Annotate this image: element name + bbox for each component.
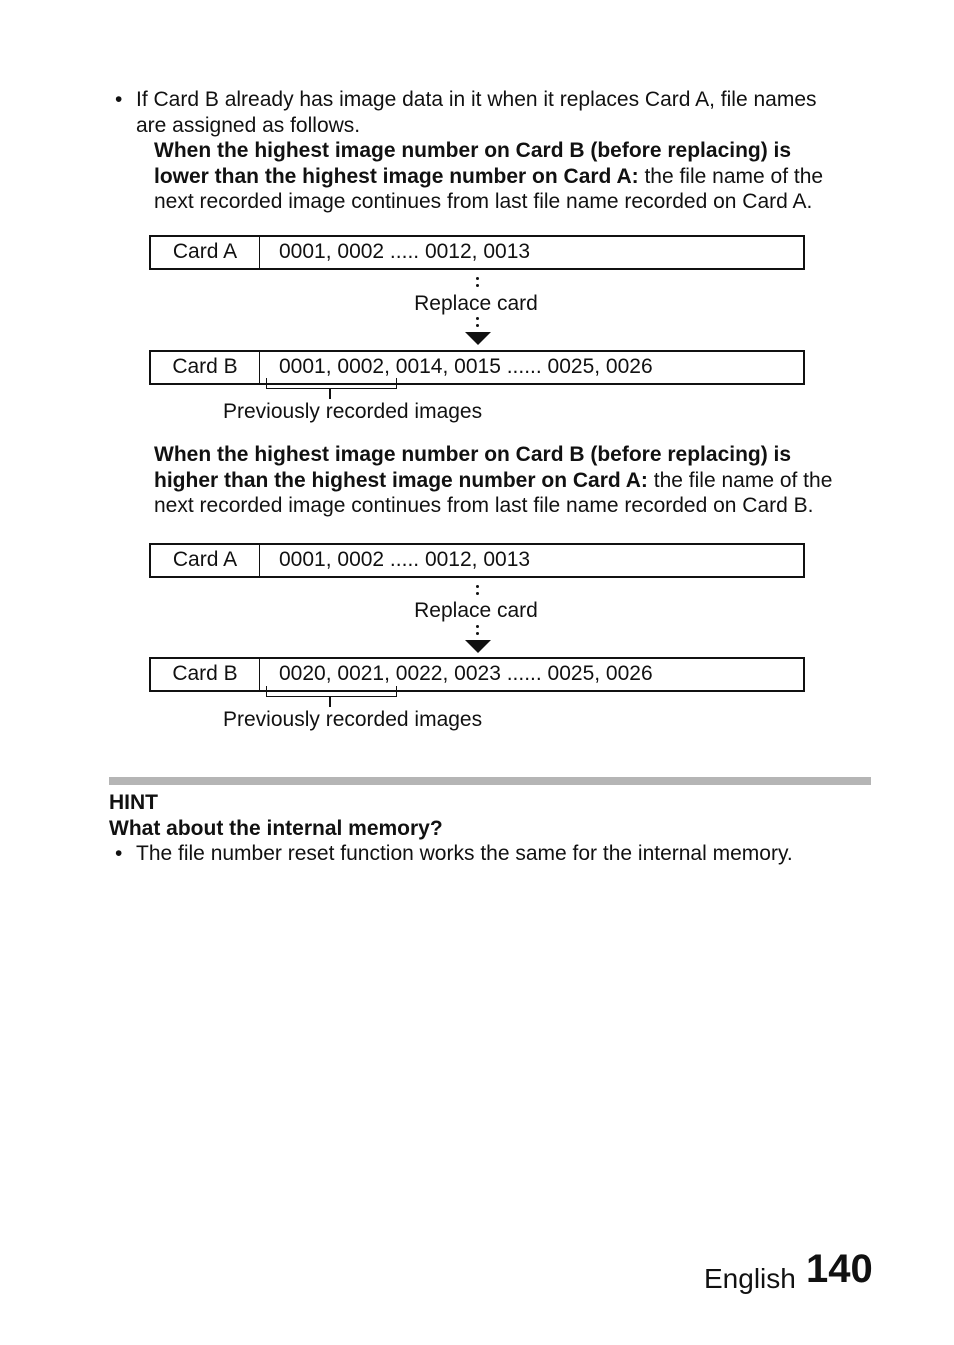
intro-bullet-item [109,87,889,138]
case1-card-a-label: Card A [151,237,260,268]
case1-card-b-value: 0001, 0002, 0014, 0015 ...... 0025, 0026 [279,355,653,378]
case2-card-b-value: 0020, 0021, 0022, 0023 ...... 0025, 0026 [279,662,653,685]
case2-replace-label: Replace card [414,599,538,622]
case1-replace-label: Replace card [414,292,538,315]
case1-heading-line2: lower than the highest image number on Card A: [154,164,639,188]
intro-text-line2: are assigned as follows. [136,113,361,137]
hint-section [109,790,889,867]
case1-bracket-stem-icon [329,389,331,399]
case1-bracket-label: Previously recorded images [223,400,483,423]
bullet-icon: • [115,842,123,865]
dotted-connector-icon [476,317,480,329]
case2-card-b-row [149,657,805,692]
hint-answer: The file number reset function works the same for the internal memory. [136,842,793,865]
case1-card-a-row [149,235,805,270]
arrow-down-icon [465,332,491,345]
intro-text-line1: If Card B already has image data in it when it replaces Card A, file names [136,88,817,111]
case1-card-b-label: Card B [151,352,260,383]
case2-card-a-value: 0001, 0002 ..... 0012, 0013 [279,548,531,571]
case1-heading-line2-rest: the file name of the [638,164,824,188]
hint-question: What about the internal memory? [109,816,443,840]
case2-heading-line2-rest: the file name of the [647,468,833,492]
case1-card-b-row [149,350,805,385]
dotted-connector-icon [476,625,480,637]
footer-language: English [704,1263,796,1294]
case2-description [154,442,894,519]
case2-heading-line1: When the highest image number on Card B (before replacing) is [154,443,792,466]
case2-bracket-label: Previously recorded images [223,708,483,731]
hint-bullet-item [109,841,889,867]
dotted-connector-icon [476,585,480,597]
arrow-down-icon [465,640,491,653]
case1-card-a-value: 0001, 0002 ..... 0012, 0013 [279,240,531,263]
case2-heading-line2: higher than the highest image number on Card A: [154,468,648,492]
bullet-icon: • [115,88,123,111]
case2-card-a-row [149,543,805,578]
case1-previous-bracket-icon [266,378,397,389]
case1-heading-line1: When the highest image number on Card B (before replacing) is [154,139,792,162]
dotted-connector-icon [476,277,480,289]
case2-card-b-label: Card B [151,659,260,690]
case2-body-line3: next recorded image continues from last file name recorded on Card B. [154,494,814,517]
case2-previous-bracket-icon [266,686,397,697]
page-number: 140 [806,1247,873,1291]
case2-bracket-stem-icon [329,697,331,707]
case1-description [154,138,894,215]
hint-divider [109,777,871,785]
case2-card-a-label: Card A [151,545,260,576]
hint-title: HINT [109,791,158,814]
intro-paragraph [109,87,889,138]
case1-body-line3: next recorded image continues from last file name recorded on Card A. [154,190,813,213]
